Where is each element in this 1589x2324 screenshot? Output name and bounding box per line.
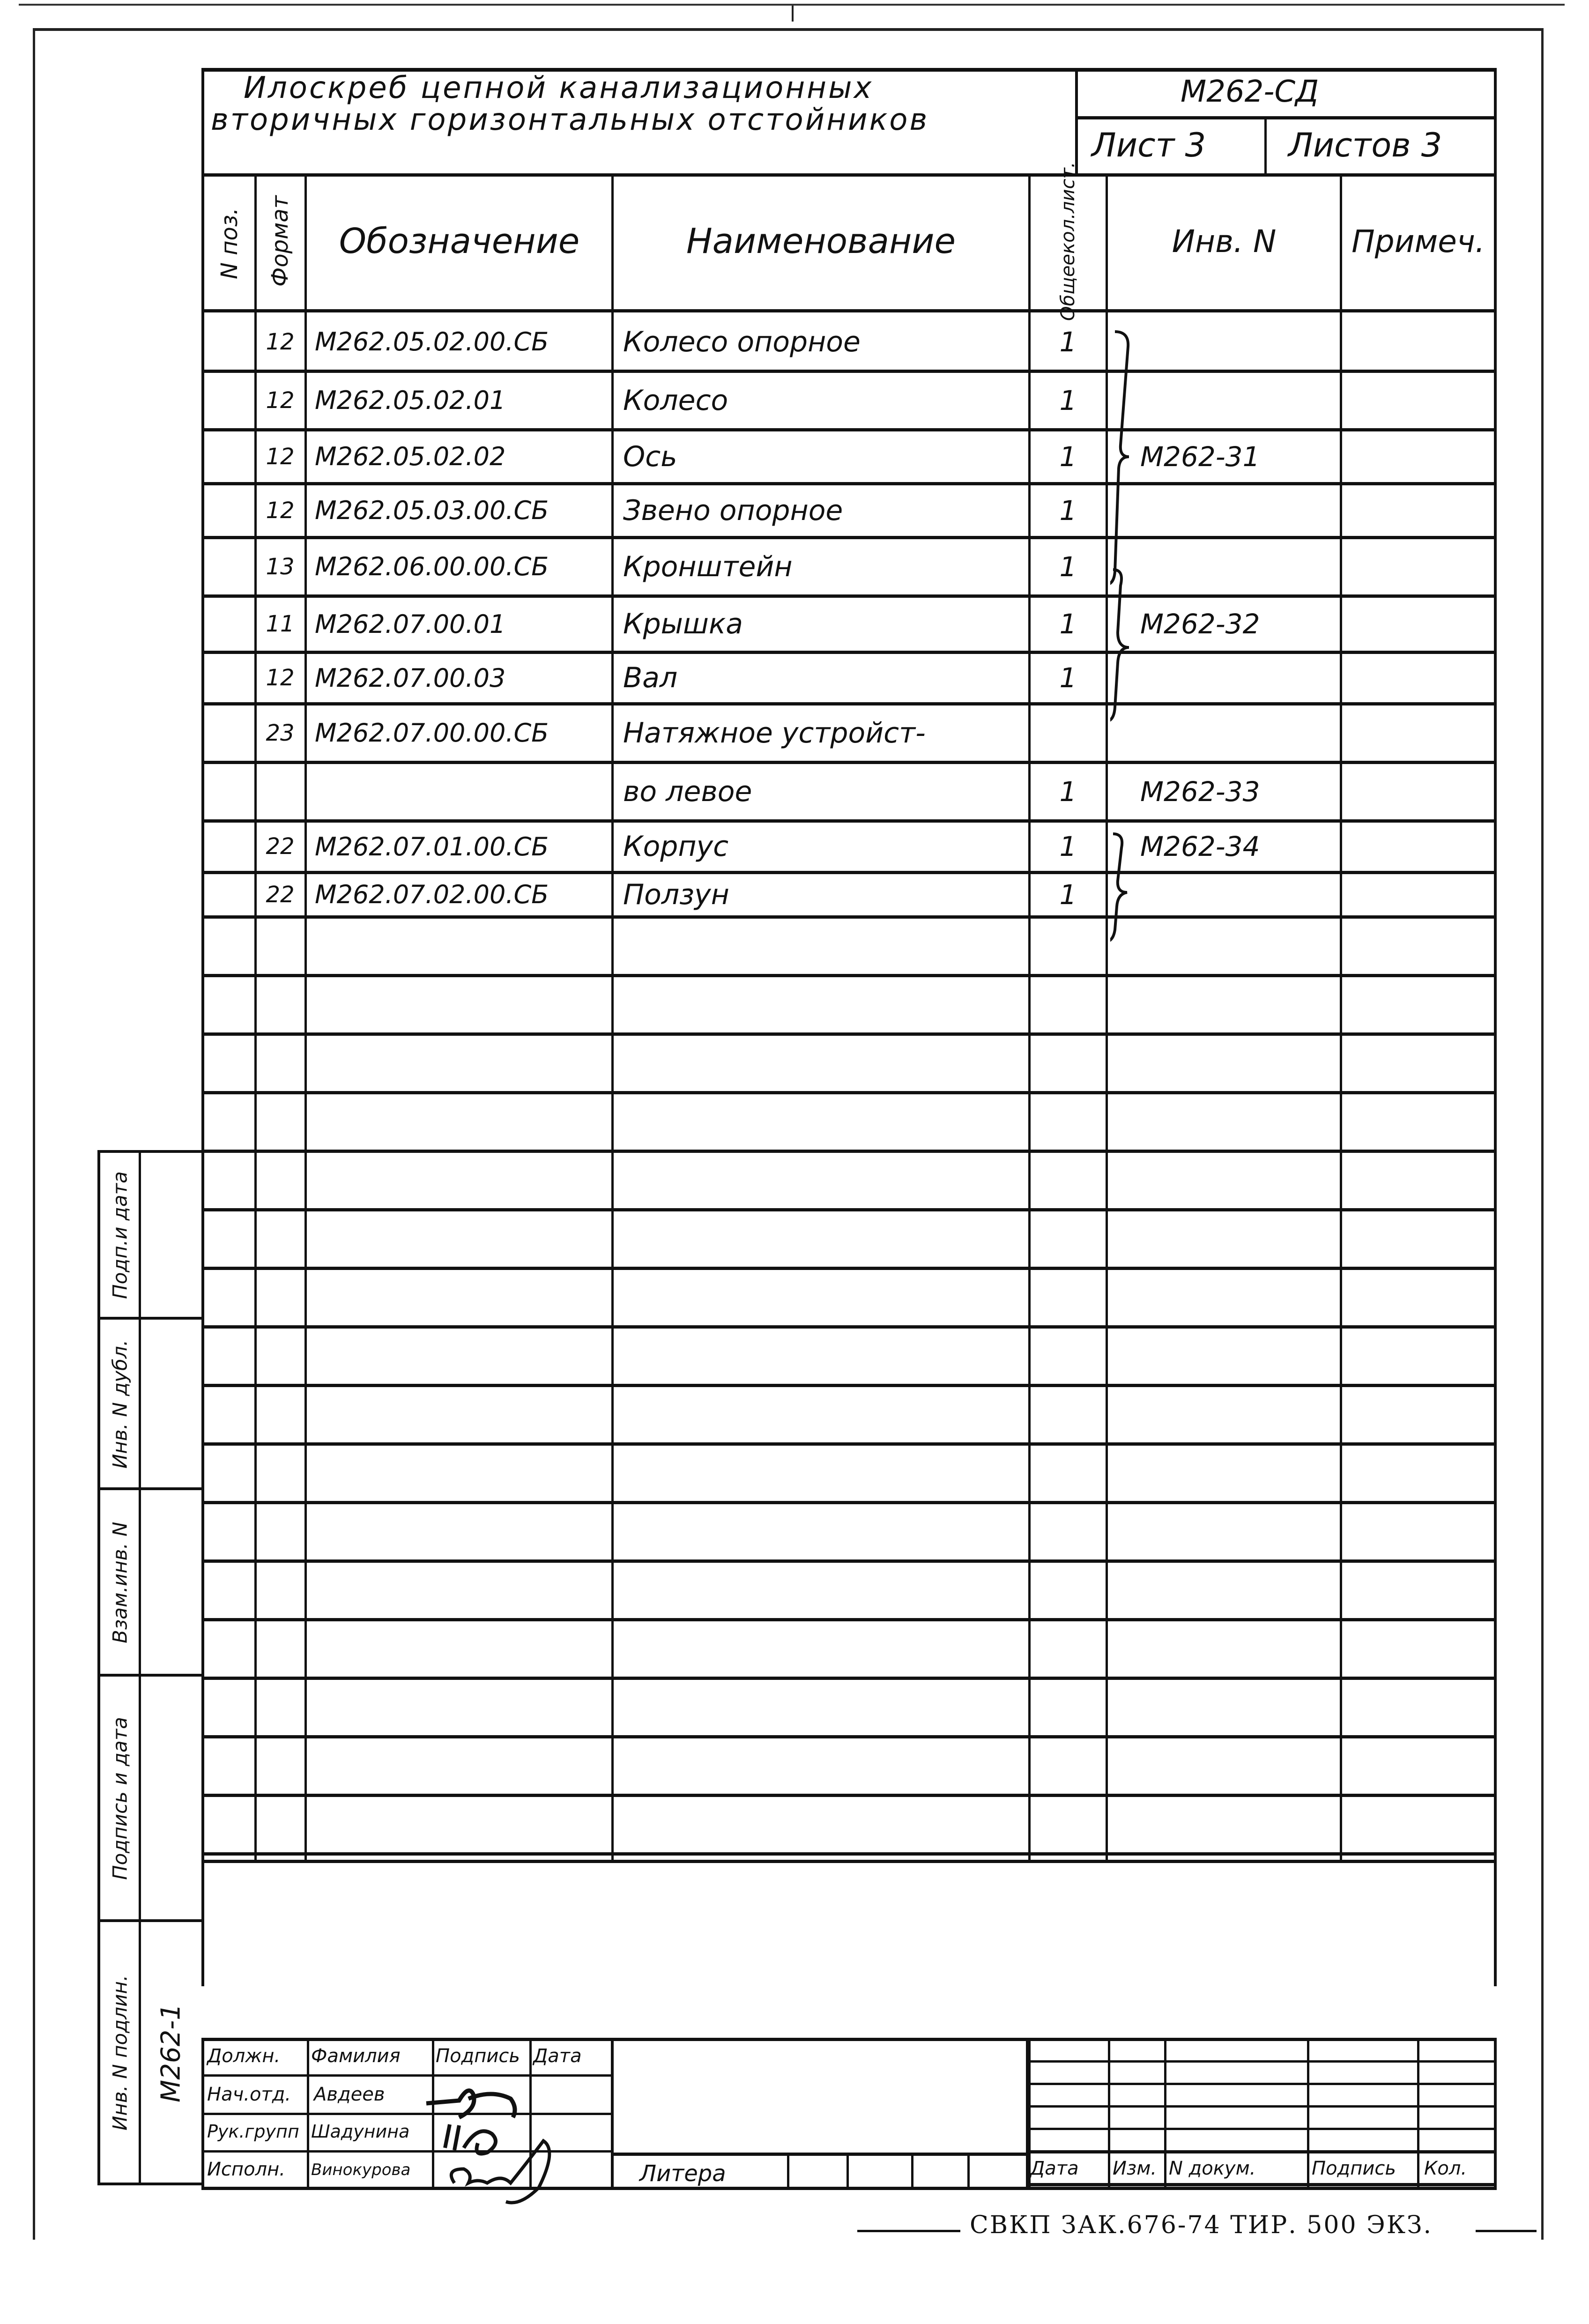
table-row-empty — [201, 1737, 1497, 1795]
cell-format: 13 — [266, 553, 295, 580]
sig-role-group-lead: Рук.групп — [207, 2121, 299, 2142]
table-row — [201, 430, 1497, 483]
cell-format: 12 — [266, 443, 295, 470]
header-inventory-number: Инв. N — [1172, 223, 1277, 260]
table-row-empty — [201, 1327, 1497, 1385]
cell-format: 22 — [266, 833, 295, 860]
cell-designation: М262.07.00.01 — [315, 609, 506, 639]
side-label-sign-and-date: Подпись и дата — [108, 1717, 132, 1880]
cell-format: 12 — [266, 387, 295, 414]
bottom-frame-line — [201, 2187, 1497, 2190]
cell-designation: М262.06.00.00.СБ — [315, 552, 549, 581]
table-row-empty — [201, 1151, 1497, 1210]
table-row-empty — [201, 1795, 1497, 1854]
spec-table-body — [201, 312, 1497, 1860]
side-label-replace-inv: Взам.инв. N — [108, 1522, 132, 1643]
cell-name: Ползун — [623, 878, 729, 911]
table-row-empty — [201, 1619, 1497, 1678]
cell-designation — [308, 762, 617, 821]
sig-name-head-dept: Авдеев — [314, 2084, 385, 2105]
cell-designation: М262.07.00.00.СБ — [315, 718, 549, 748]
cell-name: Корпус — [623, 830, 729, 863]
cell-designation: М262.07.02.00.СБ — [315, 880, 549, 909]
cell-designation: М262.05.03.00.СБ — [315, 496, 549, 525]
document-designation: М262-СД — [1181, 74, 1319, 109]
table-row-empty — [201, 1268, 1497, 1327]
table-row-empty — [201, 1502, 1497, 1561]
brace-group-m262-31 — [1110, 328, 1166, 590]
fold-mark — [792, 5, 794, 22]
cell-name: Кронштейн — [623, 550, 793, 583]
cell-inv: М262-32 — [1140, 608, 1260, 640]
revision-header-date: Дата — [1030, 2158, 1079, 2179]
side-stamp — [97, 1150, 201, 2185]
cell-name: Вал — [623, 661, 678, 694]
cell-format: 22 — [266, 881, 295, 908]
brace-group-m262-34 — [1110, 829, 1166, 951]
cell-name: Звено опорное — [623, 494, 843, 527]
cell-inv: М262-34 — [1140, 831, 1260, 862]
header-note: Примеч. — [1351, 223, 1485, 260]
cell-designation: М262.05.02.01 — [315, 386, 506, 415]
signature-scribble-3 — [436, 2131, 567, 2216]
cell-qty: 1 — [1059, 662, 1077, 694]
cell-qty: 1 — [1059, 608, 1077, 640]
title-block — [201, 68, 1497, 173]
document-title-line2: вторичных горизонтальных отстойников — [211, 103, 929, 137]
sig-header-position: Должн. — [207, 2045, 281, 2067]
cell-qty: 1 — [1059, 550, 1077, 583]
revision-block — [1028, 2038, 1497, 2188]
print-info-rule-right — [1476, 2230, 1537, 2232]
litera-label: Литера — [639, 2161, 726, 2187]
sheet-count: Листов 3 — [1288, 126, 1442, 164]
table-row-empty — [201, 1092, 1497, 1151]
side-label-sign-date: Подп.и дата — [108, 1171, 132, 1299]
cell-designation: М262.05.02.00.СБ — [315, 327, 549, 356]
cell-qty: 1 — [1059, 326, 1077, 358]
litera-block — [611, 2038, 1028, 2188]
spec-table — [201, 162, 1497, 1986]
cell-qty: 1 — [1059, 878, 1077, 911]
cell-qty: 1 — [1059, 440, 1077, 473]
header-name: Наименование — [686, 221, 956, 261]
sig-header-signature: Подпись — [436, 2045, 520, 2067]
signature-block — [201, 2038, 614, 2188]
table-row-empty — [201, 917, 1497, 975]
table-row-empty — [201, 1561, 1497, 1619]
cell-name: во левое — [623, 775, 752, 808]
sheet-number: Лист 3 — [1092, 126, 1206, 164]
cell-name: Колесо опорное — [623, 325, 861, 358]
sig-header-surname: Фамилия — [311, 2045, 401, 2067]
table-row — [201, 483, 1497, 537]
cell-qty — [1032, 704, 1105, 762]
header-designation: Обозначение — [339, 221, 580, 261]
side-label-original-inv: Инв. N подлин. — [108, 1975, 132, 2131]
table-row-empty — [201, 1210, 1497, 1268]
sig-role-head-dept: Нач.отд. — [207, 2084, 291, 2105]
table-row-empty — [201, 975, 1497, 1034]
sig-name-executor: Винокурова — [311, 2161, 411, 2179]
cell-format: 12 — [266, 665, 295, 691]
table-row — [201, 371, 1497, 430]
cell-designation: М262.05.02.02 — [315, 442, 506, 471]
table-row — [201, 596, 1497, 652]
side-label-dup-inv: Инв. N дубл. — [108, 1339, 132, 1469]
cell-format: 12 — [266, 328, 295, 355]
cell-inv: М262-31 — [1140, 440, 1260, 473]
cell-qty: 1 — [1059, 831, 1077, 862]
header-format: Формат — [267, 195, 293, 287]
document-title-line1: Илоскреб цепной канализационных — [244, 71, 874, 105]
revision-header-doc-number: N докум. — [1169, 2158, 1256, 2179]
cell-qty: 1 — [1059, 494, 1077, 527]
original-inventory-number: М262-1 — [156, 2003, 186, 2102]
table-row — [201, 312, 1497, 371]
revision-header-change: Изм. — [1113, 2158, 1157, 2179]
cell-format: 11 — [266, 611, 295, 637]
print-info: СВКП ЗАК.676-74 ТИР. 500 ЭКЗ. — [970, 2211, 1433, 2239]
cell-qty: 1 — [1059, 384, 1077, 416]
header-total-qty — [1032, 162, 1105, 321]
cell-name: Крышка — [623, 608, 743, 640]
revision-header-signature: Подпись — [1312, 2158, 1396, 2179]
cell-format — [257, 762, 304, 821]
header-total-qty-line2: кол.лист. — [1057, 162, 1079, 254]
cell-inv: М262-33 — [1140, 775, 1260, 808]
table-row — [201, 537, 1497, 596]
cell-name: Ось — [623, 440, 677, 473]
cell-format: 23 — [266, 720, 295, 746]
cell-name: Колесо — [623, 384, 728, 417]
print-info-rule-left — [857, 2230, 960, 2232]
sig-role-executor: Исполн. — [207, 2159, 285, 2180]
cell-name: Натяжное устройст- — [623, 716, 926, 750]
top-trim-line — [19, 4, 1565, 6]
brace-group-m262-32 — [1110, 567, 1166, 726]
table-row — [201, 704, 1497, 762]
table-row — [201, 762, 1497, 821]
table-row-empty — [201, 1678, 1497, 1737]
revision-header-qty: Кол. — [1424, 2158, 1467, 2179]
table-row — [201, 652, 1497, 704]
table-row-empty — [201, 1034, 1497, 1092]
table-row-empty — [201, 1385, 1497, 1444]
table-row-empty — [201, 1444, 1497, 1502]
cell-qty: 1 — [1059, 775, 1077, 808]
row-divider — [201, 1852, 1497, 1856]
table-row — [201, 872, 1497, 917]
cell-format: 12 — [266, 497, 295, 524]
table-row — [201, 821, 1497, 872]
header-total-qty-line1: Общее — [1057, 253, 1079, 321]
cell-designation: М262.07.01.00.СБ — [315, 832, 549, 861]
sig-name-group-lead: Шадунина — [311, 2121, 410, 2142]
header-position-number: N поз. — [216, 208, 243, 280]
cell-designation: М262.07.00.03 — [315, 663, 506, 693]
sig-header-date: Дата — [533, 2045, 582, 2067]
